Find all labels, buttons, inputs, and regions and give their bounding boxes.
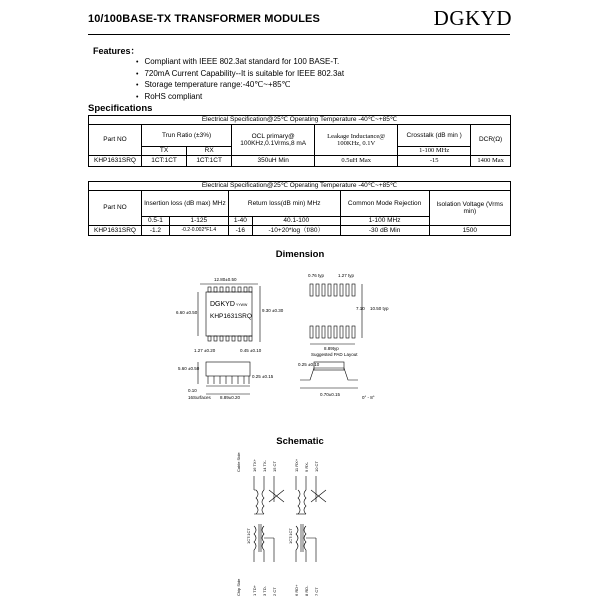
dim-lead-height: 0.25 ±0.15 [252, 374, 274, 379]
side-leads [208, 376, 249, 384]
freq-cell: 0.5-1 [142, 217, 170, 226]
dim-height-outer: 6.60 ±0.50 [176, 310, 198, 315]
dim-angle: 0° - 8° [362, 395, 375, 400]
dim-lead-thick: 0.25 ±0.10 [298, 362, 320, 367]
pin-label: 3 TD- [262, 586, 267, 596]
transformer-channel-a [254, 476, 284, 562]
schematic-heading: Schematic [276, 436, 324, 447]
col-dcr: DCR(Ω) [471, 125, 511, 156]
ct-ratio-label: 1CT:1CT [246, 528, 251, 544]
cell-crosstalk: -15 [398, 156, 471, 167]
feature-item: • Compliant with IEEE 802.3at standard for 100 BASE-T. [136, 57, 344, 69]
dim-pad-width: 0.76 typ [308, 273, 325, 278]
feature-item: • 720mA Current Capability--It is suitable for IEEE 802.3at [136, 69, 344, 81]
table-caption: Electrical Specification@25℃ Operating Temperature -40℃~+85℃ [89, 116, 511, 125]
col-return-loss: Return loss(dB min) MHz [228, 191, 340, 217]
pin-label: 8 RD- [304, 585, 309, 596]
dim-coplanarity: 0.10 [188, 388, 197, 393]
feature-item: • RoHS compliant [136, 92, 344, 104]
freq-cell: 1-125 [169, 217, 228, 226]
pin-label: 10 CT [314, 461, 319, 472]
pad-layout [310, 284, 355, 338]
col-leakage: Leakage Inductance@ 100KHz, 0.1V [315, 125, 398, 156]
pin-label: 9 RX- [304, 461, 309, 472]
pin-label: 15 CT [272, 461, 277, 472]
col-turns-ratio: Trun Ratio (±3%) [142, 125, 232, 147]
ct-ratio-label: 1CT:1CT [288, 528, 293, 544]
cell-leakage: 0.5uH Max [315, 156, 398, 167]
cell-rx: 1CT:1CT [187, 156, 232, 167]
pin-label: 14 TX- [262, 460, 267, 472]
freq-cell: 1-100 MHz [340, 217, 429, 226]
dim-pad-span2: 10.50 typ [370, 306, 389, 311]
dim-side-height: 5.60 ±0.50 [178, 366, 200, 371]
cell-part-no: KHP1631SRQ [89, 226, 142, 236]
cell-dcr: 1400 Max [471, 156, 511, 167]
col-ocl: OCL primary@ 100KHz,0.1Vrms,8 mA [232, 125, 315, 156]
crosstalk-frequency: 1-100 MHz [398, 147, 471, 156]
pin-label: 11 RX+ [294, 458, 299, 472]
dimension-heading: Dimension [275, 249, 325, 260]
pin-label: 2 CT [272, 587, 277, 596]
spec-table-2 [88, 181, 511, 236]
table-caption: Electrical Specification@25℃ Operating Temperature -40℃~+85℃ [89, 182, 511, 191]
dim-lead-width: 0.45 ±0.10 [240, 348, 262, 353]
freq-cell: 1-40 [228, 217, 252, 226]
header-rule [88, 34, 510, 35]
dim-body-len: 8.89±0.20 [220, 395, 240, 400]
dim-pad-total: 8.89typ [324, 346, 339, 351]
cell-common-mode: -30 dB Min [340, 226, 429, 236]
schematic-drawing [228, 440, 372, 598]
marking-brand: DGKYD [210, 301, 235, 308]
specifications-heading: Specifications [88, 103, 153, 114]
cell-part-no: KHP1631SRQ [89, 156, 142, 167]
col-rx: RX [187, 147, 232, 156]
col-isolation: Isolation Voltage (Vrms min) [429, 191, 510, 226]
col-insertion-loss: Insertion loss (dB max) MHz [142, 191, 229, 217]
marking-date: YYWW [236, 303, 248, 307]
package-side-view [206, 362, 250, 376]
feature-item: • Storage temperature range:-40℃~+85℃ [136, 80, 344, 92]
dim-pitch: 1.27 ±0.20 [194, 348, 216, 353]
features-heading: Features： [93, 46, 140, 56]
col-part-no: Part NO [89, 125, 142, 156]
dim-pad-span1: 7.10 [356, 306, 365, 311]
transformer-channel-b [296, 476, 326, 562]
col-tx: TX [142, 147, 187, 156]
document-title: 10/100BASE-TX TRANSFORMER MODULES [88, 13, 320, 25]
chip-side-label: Chip Side [236, 578, 241, 596]
col-crosstalk: Crosstalk (dB min ) [398, 125, 471, 147]
cell-insertion-1: -1.2 [142, 226, 170, 236]
dim-surfaces: 16Surfaces [188, 395, 211, 400]
cell-isolation: 1500 [429, 226, 510, 236]
dim-pad-pitch: 1.27 typ [338, 273, 355, 278]
freq-cell: 40.1-100 [252, 217, 340, 226]
dim-foot-len: 0.70±0.15 [320, 392, 340, 397]
pin-label: 6 RD+ [294, 584, 299, 596]
pin-label: 7 CT [314, 587, 319, 596]
cell-insertion-2: -0.2-0.002*F1.4 [169, 226, 228, 236]
col-part-no: Part NO [89, 191, 142, 226]
col-common-mode: Common Mode Rejection [340, 191, 429, 217]
cable-side-label: Cable Side [236, 452, 241, 472]
table-row [89, 156, 511, 167]
brand-logo: DGKYD [433, 6, 512, 30]
dim-top-width: 12.80±0.50 [214, 277, 237, 282]
table-row [89, 226, 511, 236]
features-list [136, 57, 344, 103]
dimension-drawing [170, 262, 410, 432]
pad-caption: Suggested PAD Layout [311, 352, 358, 357]
spec-table-1 [88, 115, 511, 167]
cell-ocl: 350uH Min [232, 156, 315, 167]
cell-tx: 1CT:1CT [142, 156, 187, 167]
pin-label: 16 TX+ [252, 459, 257, 472]
dim-height-inner: 9.30 ±0.30 [262, 308, 284, 313]
pin-label: 1 TD+ [252, 585, 257, 596]
marking-part: KHP1631SRQ [210, 313, 252, 320]
cell-return-1: -16 [228, 226, 252, 236]
cell-return-2: -10+20*log（f/80） [252, 226, 340, 236]
